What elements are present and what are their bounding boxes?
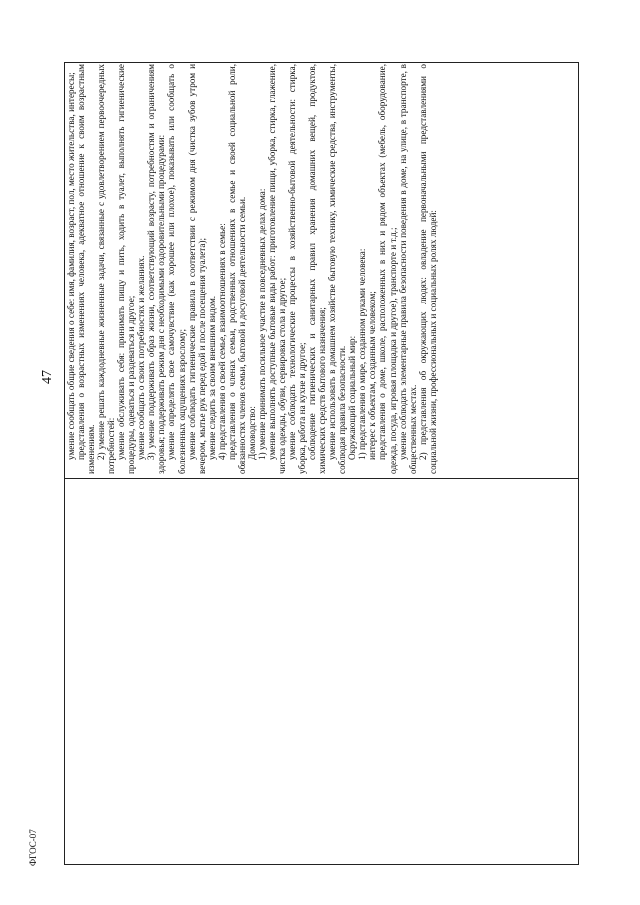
text-line: Окружающий социальный мир: (347, 335, 358, 460)
text-line: умение сообщать общие сведения о себе: имя, фамилия, возраст, пол, место жительства, интересы; (66, 72, 76, 460)
text-line: умение выполнять доступные бытовые виды работ: приготовление пищи, уборка, стирка, глажение, чистка одежды, обуви, сервировка стола и другое; (266, 64, 287, 474)
text-line: 2) умение решать каждодневные жизненные задачи, связанные с удовлетворением первоочередных потребностей: (96, 64, 117, 474)
text-line: умение следить за своим внешним видом. (206, 295, 217, 460)
text-line: Домоводство: (246, 406, 257, 460)
footer-code: ФГОС-07 (28, 829, 38, 866)
text-line: представления о доме, школе, расположенных в них и рядом объектах (мебель, оборудование, одежда, посуда, игровая площадка и другое), транспорте и т.д.; (377, 64, 398, 474)
text-line: умение соблюдать элементарные правила безопасности поведения в доме, на улице, в транспорте, в общественных местах. (397, 64, 418, 474)
text-line: 3) умение поддерживать образ жизни, соответствующий возрасту, потребностям и ограничениям здоровья; поддерживать режим дня с необходимыми оздоровительными процедурами: (146, 64, 167, 474)
text-line: умение определять свое самочувствие (как хорошее или плохое), показывать или сообщать о болезненных ощущениях взрослому; (166, 64, 187, 474)
column-divider (64, 478, 579, 479)
text-line: умение соблюдать гигиенические правила в соответствии с режимом дня (чистка зубов утром и вечером, мытье рук перед едой и после посещения туалета); (186, 64, 207, 474)
text-line: умение использовать в домашнем хозяйстве бытовую технику, химические средства, инструменты, соблюдая правила безопасности. (327, 64, 348, 474)
text-line: интерес к объектам, созданным человеком; (367, 291, 378, 460)
content-cell (66, 64, 576, 474)
text-line: умение обслуживать себя: принимать пищу и пить, ходить в туалет, выполнять гигиенические процедуры, одеваться и раздеваться и другое; (116, 64, 137, 474)
text-line: 2) представления об окружающих людях: овладение первоначальными представлениями о социальной жизни, профессиональных и социальных ролях людей: (417, 64, 438, 474)
text-line: 1) представления о мире, созданном руками человека: (357, 248, 368, 460)
text-line: представления о членах семьи, родственных отношениях в семье и своей социальной роли, обязанностях членов семьи, бытовой и досуговой деятельности семьи. (226, 64, 247, 474)
text-line: 1) умение принимать посильное участие в повседневных делах дома: (256, 188, 267, 460)
text-line: 4) представления о своей семье, взаимоотношениях в семье: (216, 223, 227, 460)
text-line: умение соблюдать технологические процессы в хозяйственно-бытовой деятельности: стирка, уборка, работа на кухне и другое; (287, 64, 308, 474)
text-line: умение сообщать о своих потребностях и желаниях. (136, 255, 147, 460)
text-line: соблюдение гигиенических и санитарных правил хранения домашних вещей, продуктов, химических средств бытового назначения; (307, 64, 328, 474)
page-number: 47 (40, 370, 55, 384)
text-line: представления о возрастных изменениях человека, адекватное отношение к своим возрастным изменениям. (76, 64, 97, 474)
